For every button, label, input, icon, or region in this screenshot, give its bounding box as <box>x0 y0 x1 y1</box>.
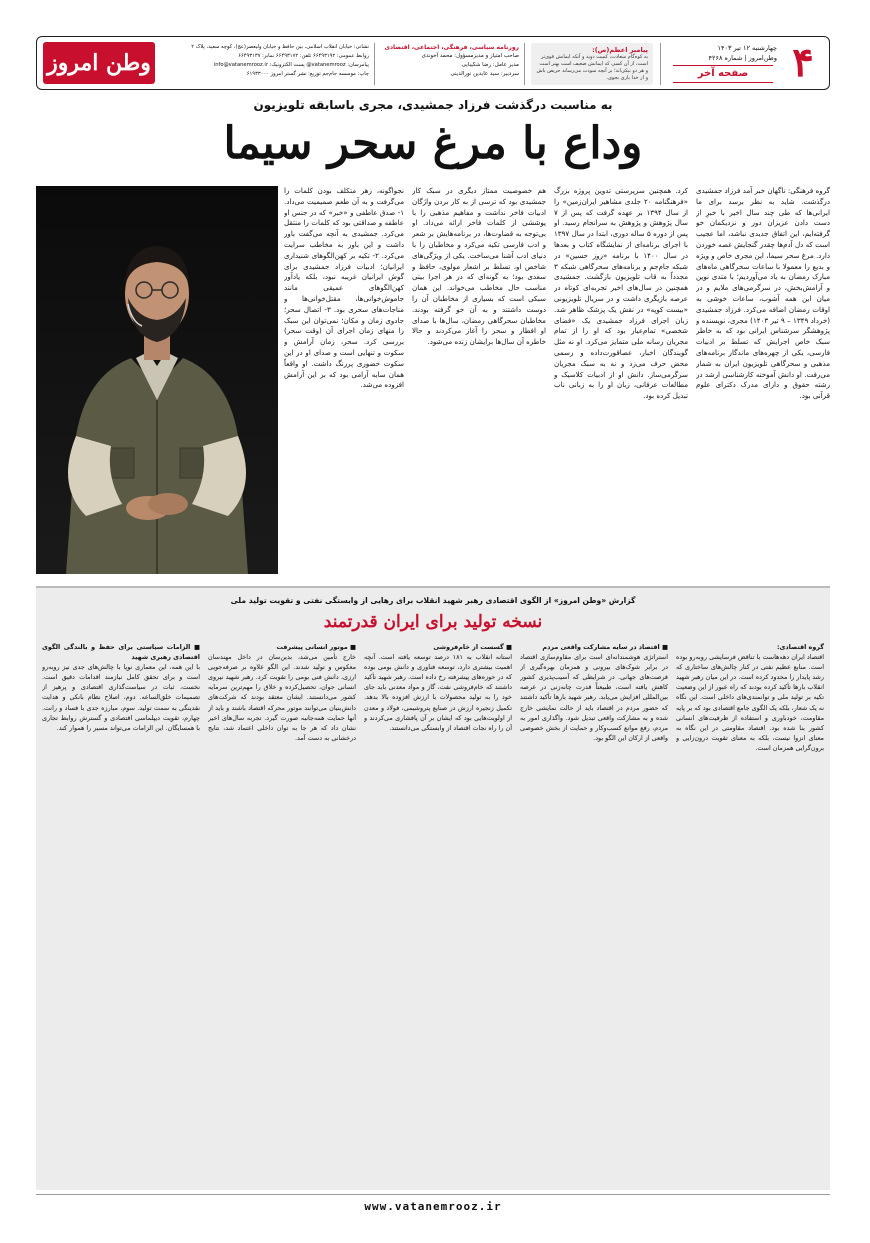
paper-editor: سردبیر: سید عابدین نورالدینی <box>450 71 519 77</box>
article-text: گروه فرهنگی: ناگهان خبر آمد فرزاد جمشیدی درگذشت. شاید به نظر برسد برای ما ایرانی‌ها که طی چند سال اخیر با خبرِ از دست دادن عزیزان دور و نزدیکمان خو گرفته‌ایم، این اتفاق جدیدی نباشد، اما عجیب است که دل آدم‌ها چقدر گنجایش غصه خوردن دارد. مرغ سحر سیما، این مجری خاص و ویژه و بدیع را معمولا با ساعات سحرگاهی ماه‌های مبارک رمضان به یاد می‌آوردیم؛ با متدی نوین و آرامش‌بخش، در سرگرمی‌های ملایم و در میان این همه آشوب، ساعات خوشی به اوقات رمضان اضافه می‌کرد. فرزاد جمشیدی (خرداد ۱۳۴۹ – ۹ تیر ۱۴۰۳) مجری، نویسنده و پژوهشگر سرشناس ایرانی بود که به خاطر سبک خاص اجرایش که تسلط بر ادبیات فارسی، یکی از چهره‌های ماندگار برنامه‌های مذهبی و سحرگاهی تلویزیون ایران به شمار می‌رفت. او دانش آموخته کارشناسی ارشد در رشته حقوق و دارای مدرک دکترای علوم قرآنی بود. <box>696 186 830 401</box>
report-text <box>208 642 356 743</box>
contact-email: پیامرسان: vatanemrooz@ پست الکترونیک: info@vatanemrooz.ir <box>213 62 369 68</box>
contact-info <box>159 43 369 79</box>
report-title: نسخه تولید برای ایران قدرتمند <box>323 612 543 632</box>
hadith-box <box>531 43 653 85</box>
footer-divider <box>36 1194 830 1195</box>
contact-phone: روابط عمومی: ۶۶۴۹۳۱۹۲ تلفن: ۶۶۴۹۳۱۷۲ نمابر: ۶۶۴۹۳۱۳۷ <box>238 53 369 59</box>
report-subheading: ■ موتور انسانی پیشرفت <box>276 643 356 651</box>
paper-info <box>379 43 519 79</box>
hadith-title: پیامبر اعظم(ص): <box>592 46 648 54</box>
paper-description: روزنامه سیاسی، فرهنگی، اجتماعی، اقتصادی <box>384 44 519 51</box>
portrait-illustration <box>36 186 278 574</box>
article-text: هم خصوصیت ممتاز دیگری در سبک کار جمشیدی بود که ترسی از به کار بردن واژگان ادبیات فاخر نداشت و مفاهیم مذهبی را با پوششی از کلمات فاخر ارائه می‌داد. او بی‌توجه به قضاوت‌ها، در برنامه‌هایش بر شعر و ادب فارسی تکیه می‌کرد و مخاطبان را با دنیای ادب آشنا می‌ساخت. یکی از ویژگی‌های شاخص او، تسلط بر اشعار مولوی، حافظ و سعدی بود؛ به گونه‌ای که در هر اجرا بیتی مناسب حال مخاطب می‌خواند. این همان سبکی است که بسیاری از مخاطبان آن را دوست داشتند و به آن خو گرفته بودند. مخاطبان سحرگاهی رمضان، سال‌ها با صدای او افطار و سحر را آغاز می‌کردند و حالا خاطره آن سال‌ها برایشان زنده می‌شود. <box>412 186 546 347</box>
hadith-text: به کوه‌گام سعادت، کمیت دوید و آنکه ایمانش قوی‌تر است، از آن کسی که ایمانش ضعیف است بهتر است و هر دو نیکی‌اند؛ بر آنچه سودت می‌رساند حریص باش و از خدا یاری بجوی. <box>536 54 648 81</box>
report-subheading: ■ اقتصاد در سایه مشارکت واقعی مردم <box>542 643 668 651</box>
contact-address: نشانی: خیابان انقلاب اسلامی، بین حافظ و خیابان ولیعصر(عج)، کوچه سعید، پلاک ۲ <box>191 44 369 50</box>
report-text <box>676 642 824 753</box>
report-text <box>364 642 512 733</box>
article-column-3 <box>412 186 546 574</box>
masthead <box>36 36 830 90</box>
report-column-2 <box>520 640 668 1185</box>
masthead-divider <box>374 43 375 85</box>
report-body: اقتصاد ایران دهه‌هاست با تناقض فرسایشی روبه‌رو بوده است. منابع عظیم نفتی در کنار چالش‌های ساختاری که رشد پایدار را محدود کرده است. در این میان رهبر شهید انقلاب بارها تأکید کرده بودند که راه عبور از این وضعیت تکیه بر تولید ملی و توانمندی‌های داخلی است. این نگاه نه یک شعار، بلکه یک الگوی جامع اقتصادی بود که بر پایه مقاومت، خودباوری و استفاده از ظرفیت‌های انسانی کشور بنا شده بود. اقتصاد مقاومتی در این نگاه به معنای انزوا نیست، بلکه به معنای تقویت درون‌زایی و برون‌گرایی همزمان است. <box>676 653 824 752</box>
report-text <box>520 642 668 743</box>
portrait-photo <box>36 186 278 574</box>
article-headline: وداع با مرغ سحر سیما <box>223 118 643 169</box>
newspaper-logo[interactable]: وطن امروز <box>43 42 155 84</box>
report-text <box>42 642 200 733</box>
article-kicker: به مناسبت درگذشت فرزاد جمشیدی، مجری باسابقه تلویزیون <box>253 98 613 112</box>
report-subheading: گروه اقتصادی: <box>776 643 824 651</box>
report-body: با این همه، این معماری نوپا با چالش‌های جدی نیز روبه‌رو است و برای تحقق کامل نیازمند اقدامات دقیق است. نخست، ثبات در سیاست‌گذاری اقتصادی و پرهیز از تصمیمات خلق‌الساعه. دوم، اصلاح نظام بانکی و هدایت نقدینگی به سمت تولید. سوم، مبارزه جدی با فساد و رانت. چهارم، تقویت دیپلماسی اقتصادی و گسترش روابط تجاری با همسایگان. این الزامات می‌تواند مسیر را هموار کند. <box>42 663 200 732</box>
masthead-divider <box>524 43 525 85</box>
article-column-2 <box>554 186 688 574</box>
report-column-1 <box>676 640 824 1185</box>
article-column-1 <box>696 186 830 574</box>
article-text: کرد. همچنین سرپرستی تدوین پروژه بزرگ «فرهنگنامه ۲۰ جلدی مشاهیر ایران‌زمین» را از سال ۱۳۹۴ بر عهده گرفت که پس از ۷ سال پژوهش و پژوهش به سرانجام رسید. او پس از دوره ۵ ساله دوری، ابتدا در سال ۱۳۹۷ با اجرای برنامه‌ای از نمایشگاه کتاب و بعدها در سال ۱۴۰۰ با برنامه «روز حسین» در شبکه جام‌جم و برنامه‌های سحرگاهی شبکه ۳ مجدداً به قاب تلویزیون بازگشت. جمشیدی همچنین در سال‌های اخیر تجربه‌ای کوتاه در عرصه بازیگری داشت و در سریال تلویزیونی «بیست کوپه» در نقش یک پزشک ظاهر شد. زبان اجرای فرزاد جمشیدی یک «فضای شخصی» تمام‌عیار بود که او را از تمام مجریان رسانه ملی متمایز می‌کرد. او نه مثل گویندگان اخبار، عصاقورت‌داده و رسمی محض حرف می‌زد و نه به سبک مجریان سرگرمی‌ساز. دانش او از ادبیات کلاسیک و مطالعات عرفانی، زبان او را به زبانی ناب تبدیل کرده بود. <box>554 186 688 401</box>
report-kicker: گزارش «وطن امروز» از الگوی اقتصادی رهبر شهید انقلاب برای رهایی از وابستگی نفتی و تقویت تولید ملی <box>230 596 636 605</box>
masthead-divider <box>660 43 661 85</box>
paper-ceo: مدیر عامل: رضا شکیبایی <box>461 62 519 68</box>
website-link[interactable]: www.vatanemrooz.ir <box>364 1200 502 1213</box>
report-subheading: ■ گسست از خام‌فروشی <box>433 643 512 651</box>
contact-print: چاپ: موسسه جام‌جم توزیع: نشر گستر امروز ۶۱۹۳۳۰۰۰ <box>246 71 369 77</box>
report-column-5 <box>42 640 200 1185</box>
issue-info <box>667 43 777 63</box>
report-column-4 <box>208 640 356 1185</box>
report-body: استراتژی هوشمندانه‌ای است برای مقاوم‌سازی اقتصاد در برابر شوک‌های بیرونی و همزمان بهره‌گیری از فرصت‌های جهانی. در شرایطی که آسیب‌پذیری کشور کاهش یافته است، طبیعتاً قدرت چانه‌زنی در عرصه بین‌المللی افزایش می‌یابد. رهبر شهید بارها تأکید داشتند که حضور مردم در اقتصاد باید از حالت نمایشی خارج شده و به مشارکت واقعی تبدیل شود. واگذاری امور به مردم، رفع موانع کسب‌وکار و حمایت از بخش خصوصی واقعی از ارکان این الگو بود. <box>520 653 668 742</box>
economic-report <box>36 586 830 1190</box>
article-text: نجواگونه، زهر متکلف بودن کلمات را می‌گرفت و به آن طعم صمیمیت می‌داد. ۱- صدق عاطفی و «خبر» که در جنس او عاطفه و صداقتی بود که کلمات را منتقل می‌کرد. جمشیدی به آنچه می‌گفت باور داشت و این باور به مخاطب سرایت می‌کرد. ۲- تکیه بر کهن‌الگوهای شنیداری ایرانیان؛ ادبیات فرزاد جمشیدی برای گوش ایرانیان غریبه نبود، بلکه یادآور کهن‌الگوهای عمیقی مانند جاموش‌خوانی‌ها، مقتل‌خوانی‌ها و مناجات‌های سحری بود. ۳- اتصال سحر؛ جادوی زمان و مکان؛ نمی‌توان این سبک را منهای زمان اجرای آن (وقت سحر) بررسی کرد. سحر، زمان آرامش و سکوت و تنهایی است و صدای او در این سکوت حضوری پررنگ داشت. او واقعاً همان سایه آرامی بود که بر این آرامش افزوده می‌شد. <box>284 186 404 390</box>
page-number: ۴ <box>792 39 814 86</box>
article-column-4 <box>284 186 404 574</box>
report-body: استانه انقلاب به ۱۸۱ درصد توسعه یافته است. آنچه اهمیت بیشتری دارد، توسعه فناوری و دانش بومی بوده که در حوزه‌های پیشرفته رخ داده است. رهبر شهید تأکید داشتند که خام‌فروشی نفت، گاز و مواد معدنی باید جای خود را به تولید محصولات با ارزش افزوده بالا بدهد. تکمیل زنجیره ارزش در صنایع پتروشیمی، فولاد و معدن از اولویت‌هایی بود که ایشان بر آن پافشاری می‌کردند و آن را راه نجات اقتصاد از وابستگی می‌دانستند. <box>364 653 512 732</box>
report-column-3 <box>364 640 512 1185</box>
paper-owner: صاحب امتیاز و مدیرمسؤول: محمد آخوندی <box>421 53 519 59</box>
report-body: خارج تأمین می‌شد، بدین‌سان در داخل مهندسان معکوس و تولید شدند. این الگو علاوه بر صرفه‌جویی ارزی، دانش فنی بومی را تقویت کرد. رهبر شهید نیروی انسانی جوان، تحصیل‌کرده و خلاق را مهم‌ترین سرمایه کشور می‌دانستند. ایشان معتقد بودند که شرکت‌های دانش‌بنیان می‌توانند موتور محرکه اقتصاد باشند و باید از آنها حمایت همه‌جانبه صورت گیرد. تجربه سال‌های اخیر نشان داد که هر جا به توان داخلی اعتماد شد، نتایج درخشانی به دست آمد. <box>208 653 356 742</box>
report-subheading: ■ الزامات سیاستی برای حفظ و بالندگی الگوی اقتصادی رهبری شهید <box>42 643 200 662</box>
section-tag: صفحه آخر <box>673 65 773 83</box>
issue-number: وطن‌امروز | شماره ۴۲۶۸ <box>708 54 777 62</box>
issue-date: چهارشنبه ۱۲ تیر ۱۴۰۳ <box>717 44 777 52</box>
